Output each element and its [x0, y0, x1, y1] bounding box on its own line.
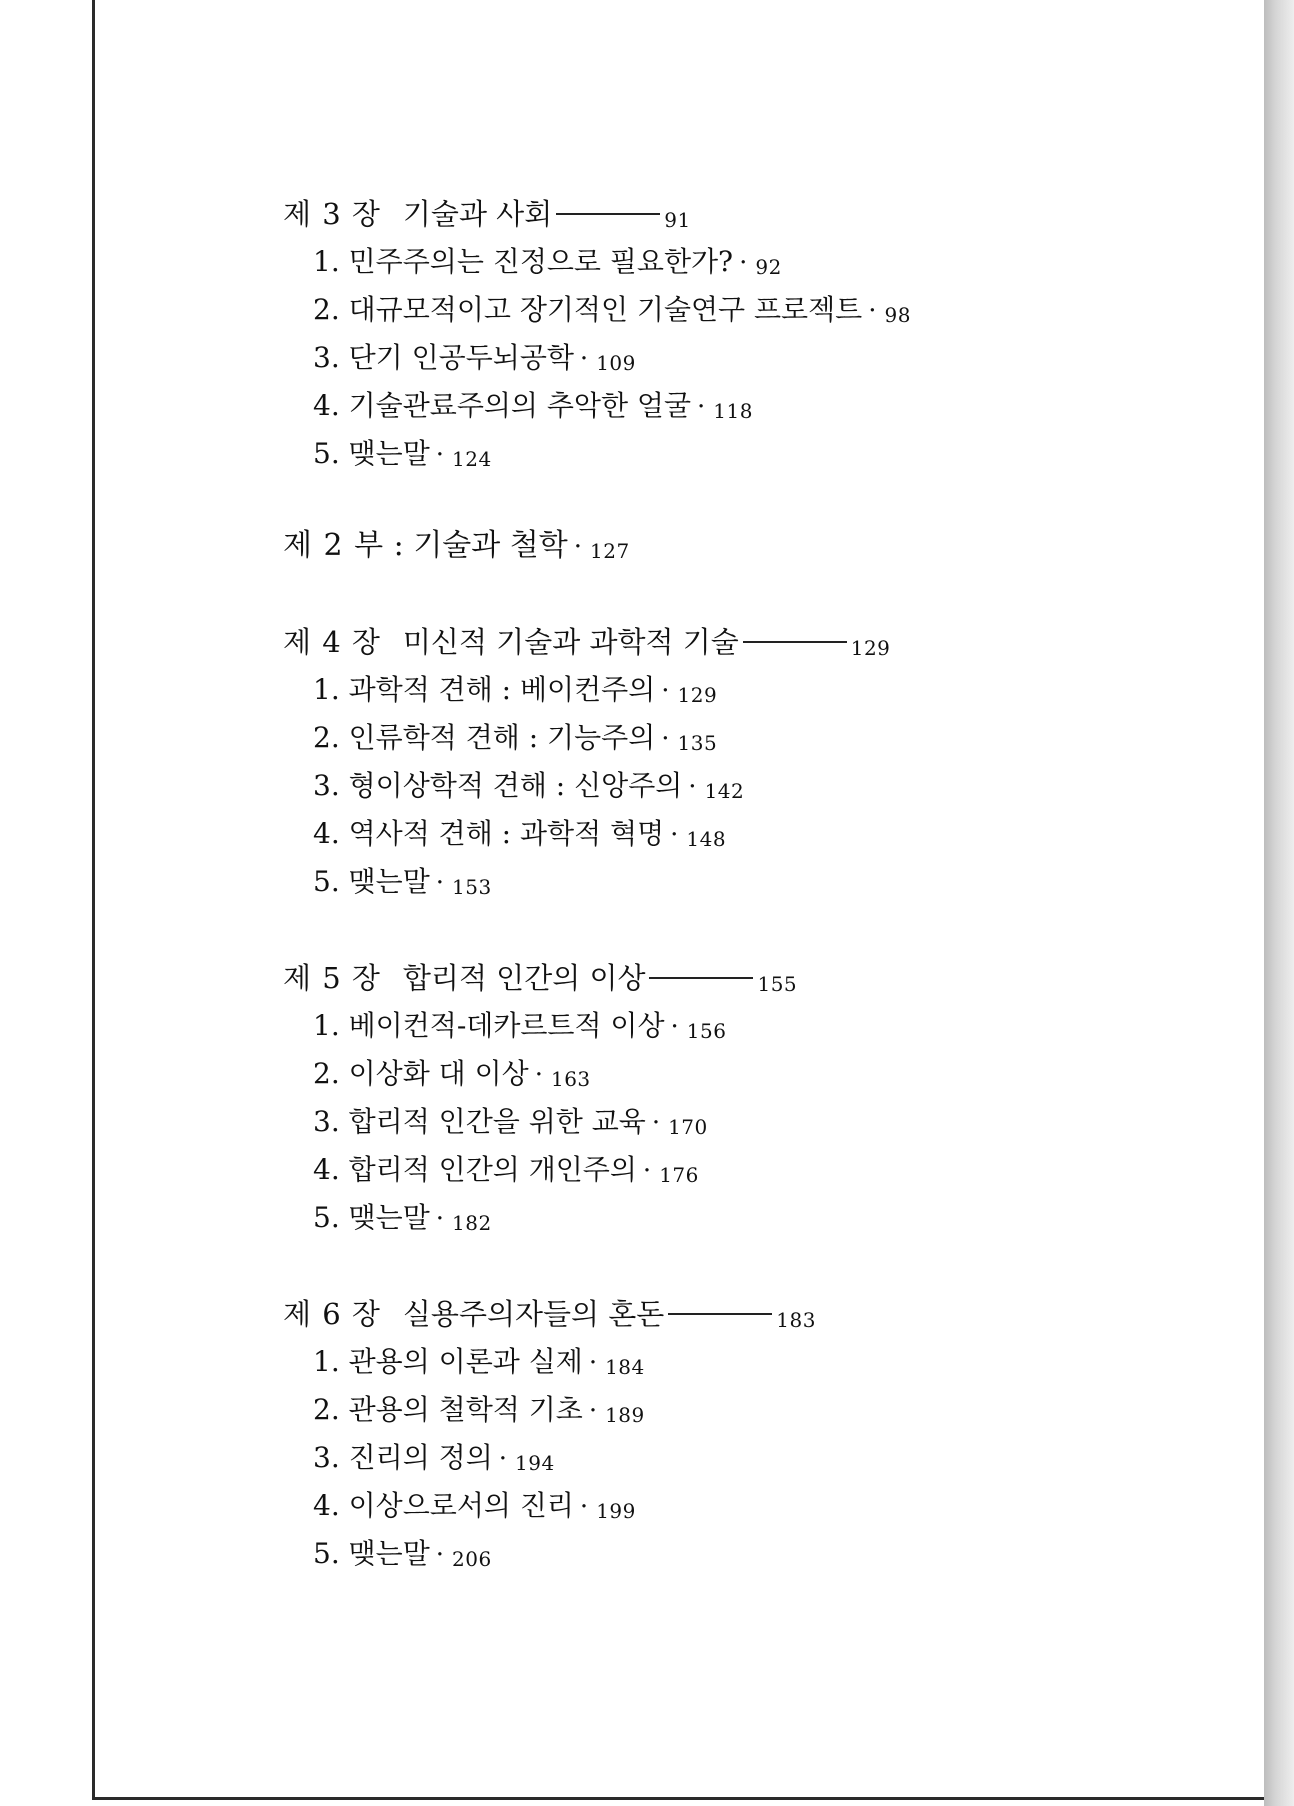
page-number: 124 [452, 447, 492, 471]
separator-dot: · [588, 1348, 598, 1378]
separator-dot: · [642, 1156, 652, 1186]
chapter-title: 실용주의자들의 혼돈 [402, 1297, 665, 1331]
chapter-4-heading [283, 618, 1183, 666]
entry-title: 형이상학적 견해 : 신앙주의 [348, 769, 683, 802]
separator-dot: · [435, 440, 445, 470]
chapter-title: 미신적 기술과 과학적 기술 [402, 625, 739, 659]
toc-entry [283, 430, 1183, 478]
toc-entry [283, 1002, 1183, 1050]
part-2-heading [283, 522, 1183, 570]
entry-title: 맺는말 [348, 1537, 430, 1570]
separator-dot: · [573, 532, 583, 562]
page-number: 118 [713, 399, 753, 423]
entry-number: 4. [313, 1489, 340, 1522]
entry-title: 진리의 정의 [348, 1441, 493, 1474]
entry-number: 3. [313, 1105, 340, 1138]
separator-dot: · [661, 724, 670, 754]
toc-entry [283, 762, 1183, 810]
chapter-3-heading [283, 190, 1183, 238]
page-number: 109 [596, 351, 636, 375]
table-of-contents [283, 190, 1183, 1578]
entry-title: 이상으로서의 진리 [348, 1489, 574, 1522]
page-number: 206 [452, 1547, 492, 1571]
entry-title: 이상화 대 이상 [348, 1057, 529, 1090]
leader-line [743, 641, 847, 643]
chapter-label: 제 3 장 [283, 197, 381, 231]
page-number: 129 [850, 636, 891, 660]
page-number: 142 [704, 779, 745, 803]
leader-line [668, 1313, 772, 1315]
page-number: 155 [757, 972, 798, 996]
separator-dot: · [435, 1204, 445, 1234]
page-number: 176 [659, 1163, 699, 1187]
page-number: 163 [550, 1067, 591, 1091]
separator-dot: · [661, 676, 670, 706]
separator-dot: · [579, 1492, 589, 1522]
part-label: 제 2 부 [283, 528, 385, 563]
page-number: 92 [755, 255, 782, 279]
page-number: 153 [452, 875, 492, 899]
toc-entry [283, 1482, 1183, 1530]
entry-number: 3. [313, 769, 340, 802]
separator-dot: · [498, 1444, 508, 1474]
entry-title: 기술관료주의의 추악한 얼굴 [348, 389, 692, 422]
toc-entry [283, 1050, 1183, 1098]
toc-entry [283, 858, 1183, 906]
separator-dot: · [670, 1012, 679, 1042]
entry-title: 민주주의는 진정으로 필요한가? [348, 245, 734, 278]
toc-entry [283, 1530, 1183, 1578]
entry-number: 2. [313, 1393, 340, 1426]
chapter-label: 제 6 장 [283, 1297, 381, 1331]
entry-number: 5. [313, 865, 340, 898]
entry-title: 역사적 견해 : 과학적 혁명 [348, 817, 665, 850]
page-number: 184 [605, 1355, 645, 1379]
entry-number: 5. [313, 1537, 340, 1570]
entry-title: 맺는말 [348, 437, 430, 470]
entry-number: 2. [313, 293, 340, 326]
entry-number: 1. [313, 245, 340, 278]
page-edge-shadow [1264, 0, 1294, 1806]
entry-title: 관용의 이론과 실제 [348, 1345, 583, 1378]
separator-dot: · [588, 1396, 598, 1426]
entry-number: 5. [313, 1201, 340, 1234]
leader-line [556, 213, 660, 215]
entry-number: 2. [313, 721, 340, 754]
entry-number: 1. [313, 1345, 340, 1378]
page-number: 194 [515, 1451, 555, 1475]
entry-number: 2. [313, 1057, 340, 1090]
toc-entry [283, 286, 1183, 334]
entry-number: 5. [313, 437, 340, 470]
separator-dot: · [435, 868, 445, 898]
separator-dot: · [697, 392, 706, 422]
toc-entry [283, 1338, 1183, 1386]
separator-dot: · [534, 1060, 543, 1090]
page-number: 127 [590, 539, 630, 563]
entry-title: 관용의 철학적 기초 [348, 1393, 583, 1426]
entry-number: 3. [313, 1441, 340, 1474]
part-title: : 기술과 철학 [393, 528, 568, 563]
page-number: 199 [596, 1499, 636, 1523]
page-number: 148 [686, 827, 727, 851]
entry-title: 대규모적이고 장기적인 기술연구 프로젝트 [348, 293, 863, 326]
chapter-label: 제 4 장 [283, 625, 381, 659]
separator-dot: · [651, 1108, 661, 1138]
toc-entry [283, 1434, 1183, 1482]
entry-title: 맺는말 [348, 1201, 430, 1234]
toc-entry [283, 1386, 1183, 1434]
leader-line [649, 977, 753, 979]
page-number: 91 [664, 208, 691, 232]
entry-number: 1. [313, 1009, 340, 1042]
page-number: 98 [884, 303, 911, 327]
page-number: 129 [677, 683, 718, 707]
page-number: 182 [452, 1211, 492, 1235]
entry-title: 맺는말 [348, 865, 430, 898]
chapter-label: 제 5 장 [283, 961, 381, 995]
chapter-title: 합리적 인간의 이상 [402, 961, 646, 995]
entry-number: 4. [313, 1153, 340, 1186]
chapter-6-heading [283, 1290, 1183, 1338]
toc-entry [283, 810, 1183, 858]
toc-entry [283, 1098, 1183, 1146]
separator-dot: · [579, 344, 589, 374]
toc-entry [283, 334, 1183, 382]
toc-entry [283, 238, 1183, 286]
separator-dot: · [739, 248, 748, 278]
separator-dot: · [435, 1540, 445, 1570]
entry-number: 3. [313, 341, 340, 374]
toc-entry [283, 666, 1183, 714]
page-number: 183 [776, 1308, 816, 1332]
book-page [92, 0, 1264, 1800]
toc-entry [283, 1146, 1183, 1194]
page-number: 135 [677, 731, 718, 755]
page-number: 156 [686, 1019, 727, 1043]
separator-dot: · [868, 296, 877, 326]
toc-entry [283, 714, 1183, 762]
entry-title: 베이컨적-데카르트적 이상 [348, 1009, 665, 1042]
entry-number: 4. [313, 389, 340, 422]
entry-number: 1. [313, 673, 340, 706]
entry-number: 4. [313, 817, 340, 850]
page-number: 189 [605, 1403, 645, 1427]
chapter-5-heading [283, 954, 1183, 1002]
entry-title: 단기 인공두뇌공학 [348, 341, 574, 374]
page-number: 170 [668, 1115, 708, 1139]
toc-entry [283, 382, 1183, 430]
entry-title: 과학적 견해 : 베이컨주의 [348, 673, 656, 706]
entry-title: 합리적 인간을 위한 교육 [348, 1105, 646, 1138]
toc-entry [283, 1194, 1183, 1242]
scan-left-margin [0, 0, 92, 1806]
separator-dot: · [688, 772, 697, 802]
chapter-title: 기술과 사회 [402, 197, 553, 231]
separator-dot: · [670, 820, 679, 850]
entry-title: 합리적 인간의 개인주의 [348, 1153, 637, 1186]
entry-title: 인류학적 견해 : 기능주의 [348, 721, 656, 754]
